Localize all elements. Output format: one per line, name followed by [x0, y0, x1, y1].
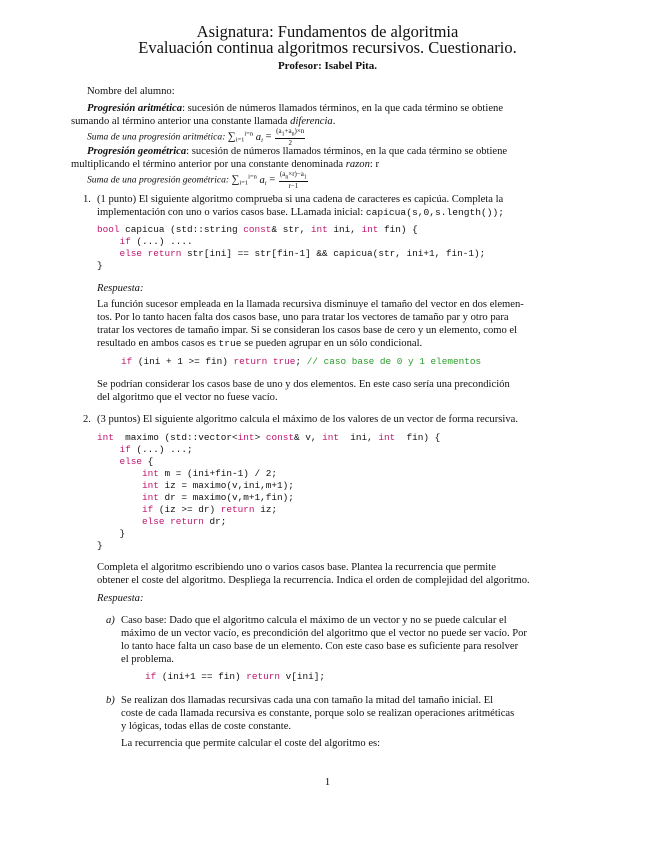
code-token: int	[142, 480, 159, 491]
code-token: else return	[142, 516, 204, 527]
student-name-label: Nombre del alumno:	[87, 86, 175, 97]
q1-ans-line3: tratar los vectores de tamaño impar. Si se consideran los casos base de cero y un elemento, como el	[97, 325, 518, 336]
code-token: int	[322, 432, 339, 443]
code-token	[97, 444, 120, 455]
q2-a-line4: el problema.	[121, 654, 174, 665]
code-token: int	[142, 468, 159, 479]
code-token: else	[119, 456, 143, 467]
code-token: int	[237, 432, 255, 443]
q1-ans-line6: del algoritmo que el vector no fuese vacío.	[97, 392, 278, 403]
code-token: fin) {	[395, 432, 441, 443]
code-token: m = (ini+fin-1) / 2;	[158, 468, 278, 479]
q1-text-line1: (1 punto) El siguiente algoritmo comprueba si una cadena de caracteres es capicúa. Completa la	[97, 194, 504, 205]
q2-a-code: if (ini+1 == fin) return v[ini];	[145, 671, 326, 682]
q2-b-line1: Se realizan dos llamadas recursivas cada una con tamaño la mitad del tamaño inicial. El	[121, 695, 494, 706]
q2-code-line	[97, 504, 440, 516]
code-token: int	[378, 432, 396, 443]
page-number: 1	[324, 776, 331, 788]
q2-code-line	[97, 480, 440, 492]
sum-symbol: ∑	[227, 130, 236, 143]
q2-answer-label: Respuesta:	[97, 593, 144, 604]
q2-desc-line2: obtener el coste del algoritmo. Despliega la recurrencia. Indica el orden de complejidad del algoritmo.	[97, 575, 530, 586]
code-token: const	[265, 432, 294, 443]
code-token	[97, 492, 142, 503]
arith-diff: diferencia	[290, 116, 333, 127]
code-token: if	[142, 504, 154, 515]
q2-a-line2: máximo de un vector vacío, es precondición del algoritmo que el vector no puede ser vacío. Por	[121, 628, 527, 639]
q1-ans-line2: tos. Por lo tanto hacen falta dos casos base, uno para tratar los vectores de tamaño par y otro para	[97, 312, 509, 323]
q2-number: 2.	[83, 414, 91, 425]
code-token	[97, 456, 120, 467]
q2-code-line	[97, 456, 440, 468]
arith-text1: : sucesión de números llamados términos, en la que cada término se obtiene	[182, 103, 504, 114]
geo-sum-label: Suma de una progresión geométrica:	[87, 174, 232, 186]
code-token: dr;	[203, 516, 227, 527]
arith-sum-fraction: $\frac{(a_1+a_n)\times n}{2}$	[276, 127, 305, 148]
q1-number: 1.	[83, 194, 91, 205]
q2-code-block	[97, 432, 440, 552]
geo-sum-line: Suma de una progresión geométrica: $\sum_{i=1}^{i=n}$ $a_i$ = $\frac{(a_n\times r)-a_1}{r-1}$	[87, 170, 307, 191]
geo-def-line1	[87, 145, 507, 158]
q1-text-line2	[97, 206, 504, 219]
code-token: maximo (std::vector<	[113, 432, 238, 443]
code-token: iz = maximo(v,ini,m+1);	[158, 480, 294, 491]
geo-sum-fraction: $\frac{(a_n\times r)-a_1}{r-1}$	[279, 170, 307, 191]
q2-code-line	[97, 432, 440, 444]
q2-a-line1: Caso base: Dado que el algoritmo calcula el máximo de un vector y no se puede calcular el	[121, 615, 507, 626]
code-token: & v,	[293, 432, 323, 443]
q2-text-line1: (3 puntos) El siguiente algoritmo calcula el máximo de los valores de un vector de forma recursiva.	[97, 414, 518, 425]
arith-sum-line: Suma de una progresión aritmética: $\sum_{i=1}^{i=n}$ $a_i$ = $\frac{(a_1+a_n)\times n}{2}$	[87, 127, 305, 148]
q2-code-line	[97, 540, 440, 552]
code-token: }	[97, 528, 126, 539]
q2-b-label: b)	[106, 695, 115, 706]
q2-code-line	[97, 492, 440, 504]
q2-b-line4: La recurrencia que permite calcular el coste del algoritmo es:	[121, 738, 381, 749]
geo-ratio: razon	[345, 159, 370, 170]
geo-text1: : sucesión de números llamados términos, en la que cada término se obtiene	[186, 146, 508, 157]
q2-code-line	[97, 516, 440, 528]
q2-b-line3: y lógicas, todas ellas de coste constante.	[121, 721, 292, 732]
code-token: }	[97, 540, 103, 551]
doc-title-line1: Asignatura: Fundamentos de algoritmia	[196, 22, 459, 41]
code-token: iz;	[254, 504, 278, 515]
q1-initial-call: capicua(s,0,s.length());	[365, 207, 505, 218]
q1-ans-line4: resultado en ambos casos es true se pueden agrupar en un sólo condicional.	[97, 338, 423, 349]
code-token: >	[254, 432, 266, 443]
q1-answer-code: if (ini + 1 >= fin) return true; // caso base de 0 y 1 elementos	[121, 356, 482, 367]
code-token: int	[142, 492, 159, 503]
code-token	[97, 480, 142, 491]
q2-a-label: a)	[106, 615, 115, 626]
q1-ans-line5: Se podrían considerar los casos base de uno y dos elementos. En este caso sería una precondición	[97, 379, 510, 390]
code-token: (...) ...;	[130, 444, 193, 455]
geo-ratio-sym: : r	[369, 159, 380, 170]
q2-code-line	[97, 444, 440, 456]
arith-sum-label: Suma de una progresión aritmética:	[87, 131, 228, 143]
sum-upper: i=n	[244, 130, 254, 138]
code-token: if	[119, 444, 131, 455]
geo-text2: multiplicando el término anterior por una constante denominada	[71, 159, 346, 170]
code-token: dr = maximo(v,m+1,fin);	[158, 492, 294, 503]
geo-term: Progresión geométrica	[87, 146, 187, 157]
arith-def-line2: sumando al término anterior una constante llamada diferencia.	[71, 116, 336, 127]
code-token: {	[142, 456, 154, 467]
q2-code-line	[97, 528, 440, 540]
arith-text2: sumando al término anterior una constante llamada	[71, 116, 291, 127]
q1-text2: implementación con uno o varios casos base. LLamada inicial:	[97, 207, 366, 218]
code-token: (iz >= dr)	[153, 504, 221, 515]
code-token: ini,	[339, 432, 379, 443]
sum-limits: i=1	[235, 136, 245, 144]
doc-title-line2: Evaluación continua algoritmos recursivos. Cuestionario.	[138, 38, 517, 57]
code-token: int	[97, 432, 114, 443]
code-token	[97, 468, 142, 479]
q1-answer-label: Respuesta:	[97, 283, 144, 294]
q1-ans-line1: La función sucesor empleada en la llamada recursiva disminuye el tamaño del vector en dos elemen-	[97, 299, 524, 310]
arith-term: Progresión aritmética	[87, 103, 183, 114]
q1-code-block: bool capicua (std::string const& str, int ini, int fin) { if (...) .... else return str[ini] == str[fin-1] && capicua(str, ini+1, fin-1); }	[97, 224, 486, 271]
arith-def-line1	[87, 102, 503, 115]
q2-a-line3: lo tanto hace falta un caso base de un elemento. Con este caso base es suficiente para resolver	[121, 641, 519, 652]
q2-code-line	[97, 468, 440, 480]
professor-name: Profesor: Isabel Pita.	[277, 60, 378, 72]
q2-desc-line1: Completa el algoritmo escribiendo uno o varios casos base. Plantea la recurrencia que permite	[97, 562, 496, 573]
code-token	[97, 504, 142, 515]
q2-b-line2: coste de cada llamada recursiva es constante, porque solo se realizan operaciones aritméticas	[121, 708, 515, 719]
code-token	[97, 516, 142, 527]
code-token: return	[220, 504, 255, 515]
